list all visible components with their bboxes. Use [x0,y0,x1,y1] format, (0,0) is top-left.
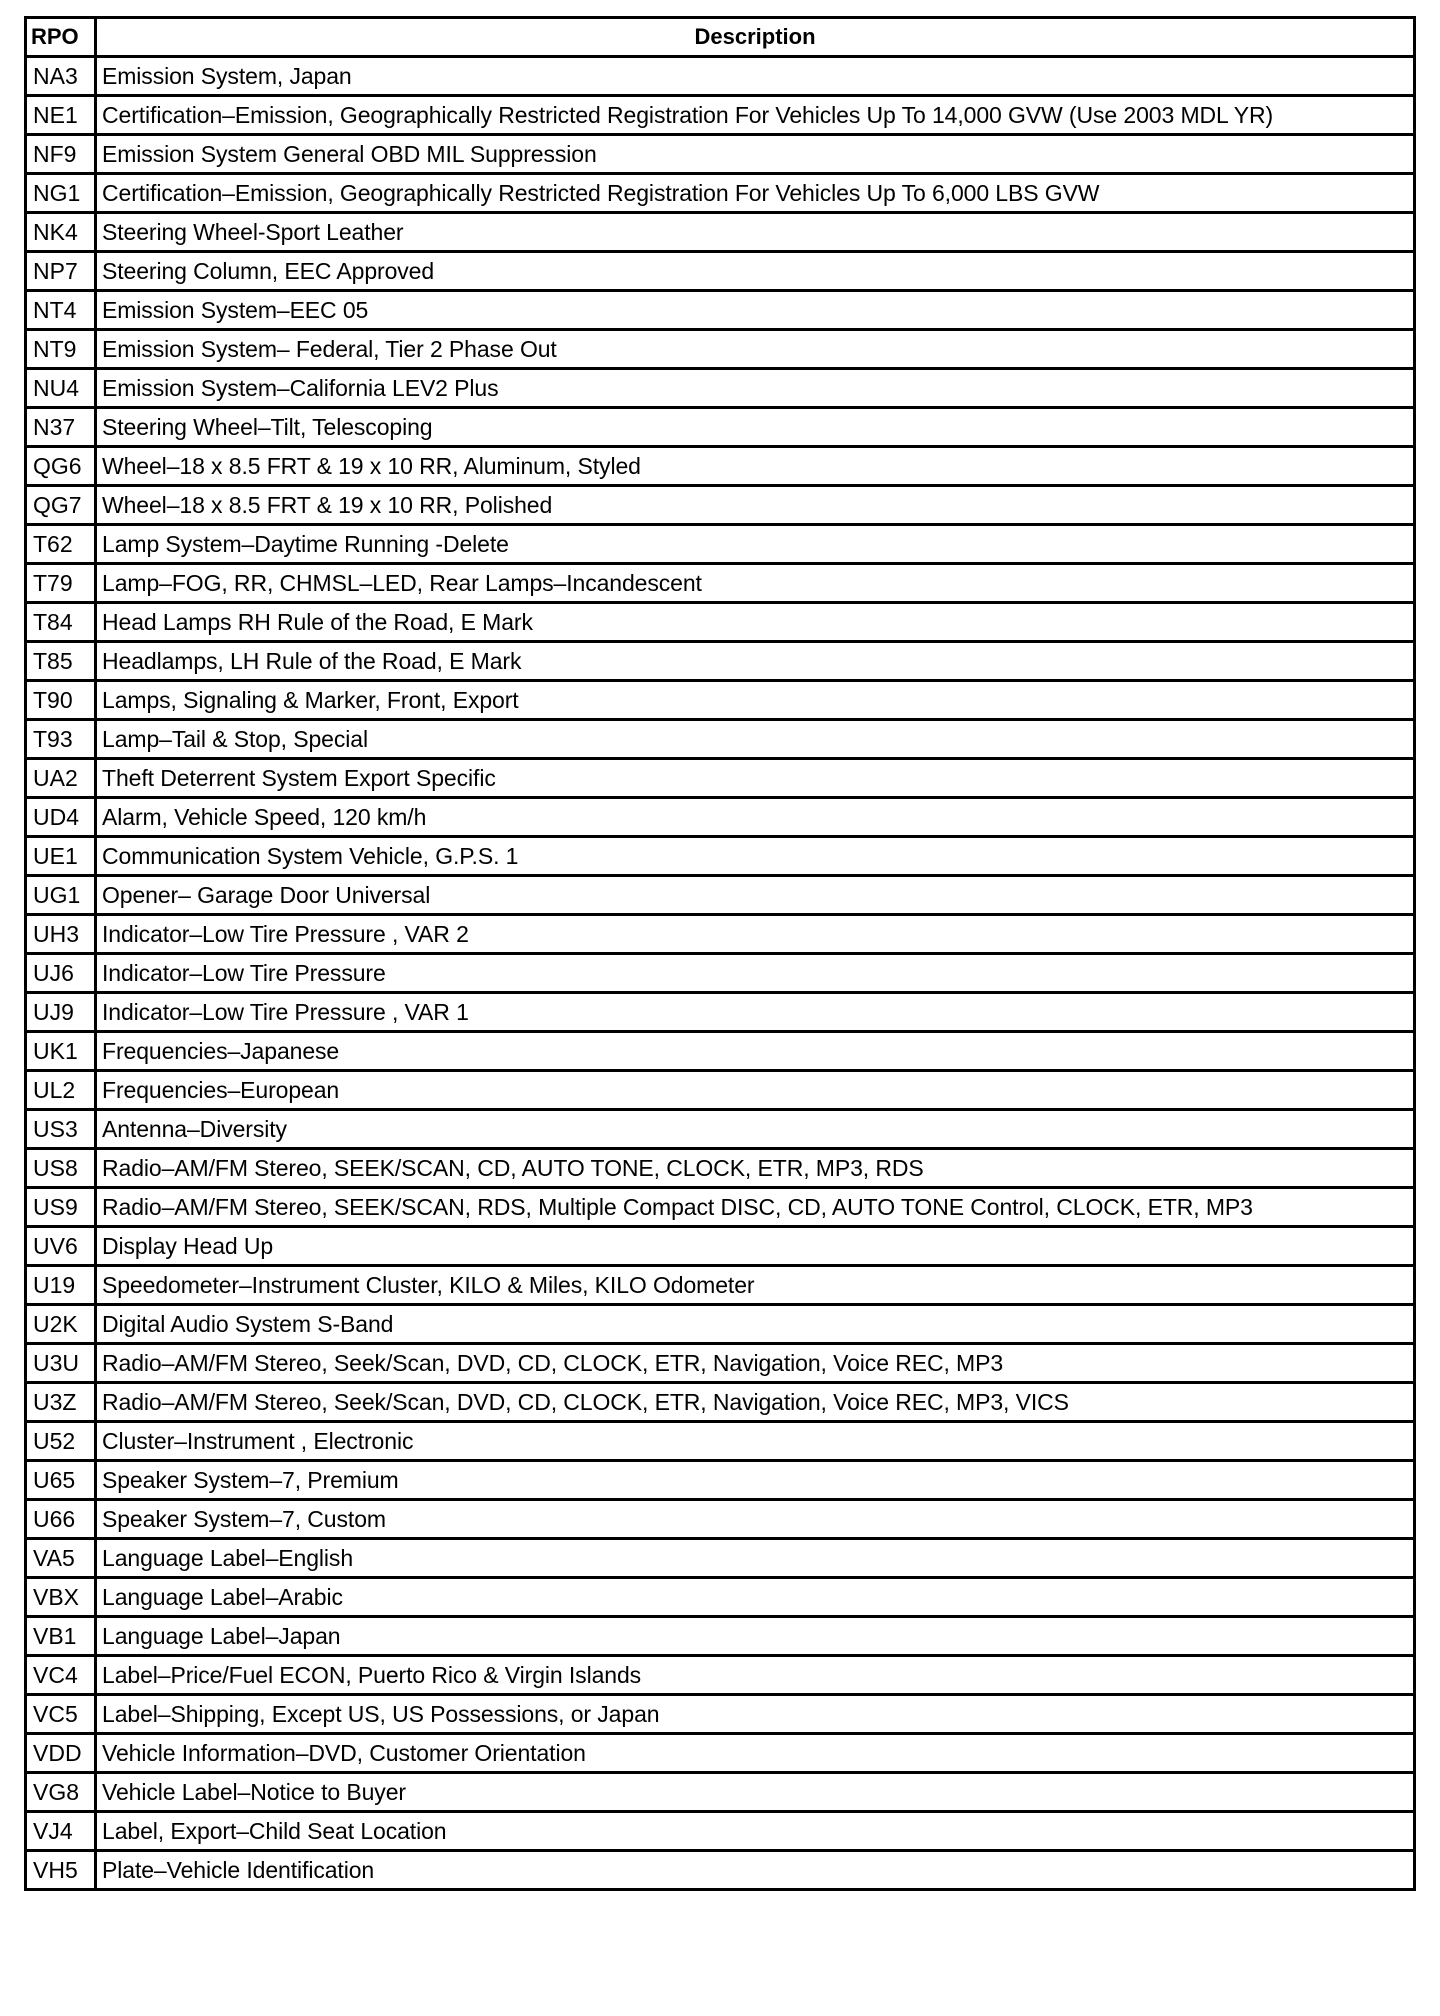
rpo-code-cell: T62 [26,525,96,564]
rpo-code-cell: VH5 [26,1851,96,1890]
table-row [26,330,1415,369]
rpo-code-cell: NT9 [26,330,96,369]
description-cell: Emission System, Japan [96,57,1415,96]
table-row [26,1461,1415,1500]
rpo-code-cell: U2K [26,1305,96,1344]
description-cell: Label, Export–Child Seat Location [96,1812,1415,1851]
table-row [26,96,1415,135]
rpo-code-cell: U66 [26,1500,96,1539]
table-row [26,447,1415,486]
rpo-code-cell: U52 [26,1422,96,1461]
description-cell: Antenna–Diversity [96,1110,1415,1149]
table-row [26,681,1415,720]
description-cell: Lamp System–Daytime Running -Delete [96,525,1415,564]
description-cell: Steering Wheel-Sport Leather [96,213,1415,252]
rpo-code-cell: NT4 [26,291,96,330]
description-cell: Indicator–Low Tire Pressure [96,954,1415,993]
rpo-code-cell: US9 [26,1188,96,1227]
table-header [26,18,1415,57]
description-cell: Language Label–English [96,1539,1415,1578]
description-cell: Certification–Emission, Geographically Restricted Registration For Vehicles Up To 6,000 LBS GVW [96,174,1415,213]
description-cell: Language Label–Japan [96,1617,1415,1656]
description-cell: Headlamps, LH Rule of the Road, E Mark [96,642,1415,681]
table-row [26,720,1415,759]
rpo-code-cell: UE1 [26,837,96,876]
description-cell: Certification–Emission, Geographically Restricted Registration For Vehicles Up To 14,000 GVW (Use 2003 MDL YR) [96,96,1415,135]
column-header-rpo: RPO [26,18,96,57]
rpo-table [24,16,1416,1891]
table-row [26,1812,1415,1851]
table-row [26,1149,1415,1188]
rpo-code-cell: U3Z [26,1383,96,1422]
table-row [26,759,1415,798]
description-cell: Label–Price/Fuel ECON, Puerto Rico & Virgin Islands [96,1656,1415,1695]
rpo-code-cell: T93 [26,720,96,759]
rpo-code-cell: NK4 [26,213,96,252]
table-row [26,1071,1415,1110]
rpo-code-cell: N37 [26,408,96,447]
description-cell: Radio–AM/FM Stereo, Seek/Scan, DVD, CD, CLOCK, ETR, Navigation, Voice REC, MP3, VICS [96,1383,1415,1422]
table-row [26,213,1415,252]
table-row [26,1851,1415,1890]
rpo-code-cell: VG8 [26,1773,96,1812]
rpo-code-cell: NE1 [26,96,96,135]
table-row [26,915,1415,954]
description-cell: Plate–Vehicle Identification [96,1851,1415,1890]
rpo-code-cell: QG6 [26,447,96,486]
rpo-code-cell: UD4 [26,798,96,837]
table-row [26,1422,1415,1461]
table-row [26,1500,1415,1539]
table-row [26,1110,1415,1149]
rpo-code-cell: VA5 [26,1539,96,1578]
rpo-code-cell: UK1 [26,1032,96,1071]
table-row [26,1227,1415,1266]
rpo-code-cell: NA3 [26,57,96,96]
table-row [26,1344,1415,1383]
description-cell: Vehicle Label–Notice to Buyer [96,1773,1415,1812]
table-row [26,525,1415,564]
rpo-code-cell: VJ4 [26,1812,96,1851]
table-row [26,1032,1415,1071]
table-row [26,1188,1415,1227]
rpo-code-cell: VB1 [26,1617,96,1656]
description-cell: Steering Column, EEC Approved [96,252,1415,291]
rpo-code-cell: UJ9 [26,993,96,1032]
description-cell: Radio–AM/FM Stereo, SEEK/SCAN, CD, AUTO TONE, CLOCK, ETR, MP3, RDS [96,1149,1415,1188]
description-cell: Theft Deterrent System Export Specific [96,759,1415,798]
description-cell: Digital Audio System S-Band [96,1305,1415,1344]
table-row [26,369,1415,408]
table-row [26,57,1415,96]
description-cell: Alarm, Vehicle Speed, 120 km/h [96,798,1415,837]
table-row [26,1383,1415,1422]
rpo-code-cell: NG1 [26,174,96,213]
table-row [26,1539,1415,1578]
description-cell: Display Head Up [96,1227,1415,1266]
description-cell: Emission System–California LEV2 Plus [96,369,1415,408]
description-cell: Radio–AM/FM Stereo, SEEK/SCAN, RDS, Multiple Compact DISC, CD, AUTO TONE Control, CLOCK, ETR, MP3 [96,1188,1415,1227]
header-row [26,18,1415,57]
rpo-code-cell: U19 [26,1266,96,1305]
table-row [26,1656,1415,1695]
table-body [26,57,1415,1890]
description-cell: Language Label–Arabic [96,1578,1415,1617]
table-row [26,993,1415,1032]
rpo-code-cell: T90 [26,681,96,720]
table-row [26,1734,1415,1773]
table-row [26,564,1415,603]
column-header-description: Description [96,18,1415,57]
description-cell: Speaker System–7, Custom [96,1500,1415,1539]
table-row [26,135,1415,174]
rpo-code-cell: UV6 [26,1227,96,1266]
rpo-code-cell: T85 [26,642,96,681]
table-row [26,837,1415,876]
rpo-code-cell: VDD [26,1734,96,1773]
table-row [26,876,1415,915]
table-row [26,1773,1415,1812]
description-cell: Wheel–18 x 8.5 FRT & 19 x 10 RR, Polished [96,486,1415,525]
description-cell: Indicator–Low Tire Pressure , VAR 1 [96,993,1415,1032]
description-cell: Lamp–FOG, RR, CHMSL–LED, Rear Lamps–Incandescent [96,564,1415,603]
description-cell: Lamps, Signaling & Marker, Front, Export [96,681,1415,720]
description-cell: Speedometer–Instrument Cluster, KILO & Miles, KILO Odometer [96,1266,1415,1305]
table-row [26,252,1415,291]
table-row [26,1617,1415,1656]
table-row [26,1305,1415,1344]
rpo-code-cell: US3 [26,1110,96,1149]
rpo-code-cell: VC5 [26,1695,96,1734]
description-cell: Opener– Garage Door Universal [96,876,1415,915]
table-row [26,408,1415,447]
table-row [26,642,1415,681]
rpo-code-cell: QG7 [26,486,96,525]
description-cell: Emission System–EEC 05 [96,291,1415,330]
table-row [26,954,1415,993]
description-cell: Wheel–18 x 8.5 FRT & 19 x 10 RR, Aluminum, Styled [96,447,1415,486]
table-row [26,174,1415,213]
rpo-code-cell: T79 [26,564,96,603]
table-row [26,291,1415,330]
table-row [26,1266,1415,1305]
description-cell: Speaker System–7, Premium [96,1461,1415,1500]
rpo-code-cell: T84 [26,603,96,642]
description-cell: Frequencies–European [96,1071,1415,1110]
table-row [26,1695,1415,1734]
description-cell: Steering Wheel–Tilt, Telescoping [96,408,1415,447]
rpo-code-cell: VC4 [26,1656,96,1695]
table-row [26,1578,1415,1617]
description-cell: Lamp–Tail & Stop, Special [96,720,1415,759]
rpo-code-cell: U3U [26,1344,96,1383]
description-cell: Radio–AM/FM Stereo, Seek/Scan, DVD, CD, CLOCK, ETR, Navigation, Voice REC, MP3 [96,1344,1415,1383]
table-row [26,486,1415,525]
description-cell: Vehicle Information–DVD, Customer Orientation [96,1734,1415,1773]
rpo-code-cell: UL2 [26,1071,96,1110]
rpo-code-cell: UH3 [26,915,96,954]
description-cell: Cluster–Instrument , Electronic [96,1422,1415,1461]
description-cell: Frequencies–Japanese [96,1032,1415,1071]
description-cell: Communication System Vehicle, G.P.S. 1 [96,837,1415,876]
rpo-code-cell: UG1 [26,876,96,915]
table-row [26,603,1415,642]
rpo-code-cell: UA2 [26,759,96,798]
description-cell: Label–Shipping, Except US, US Possessions, or Japan [96,1695,1415,1734]
rpo-code-cell: US8 [26,1149,96,1188]
table-row [26,798,1415,837]
rpo-code-cell: U65 [26,1461,96,1500]
description-cell: Indicator–Low Tire Pressure , VAR 2 [96,915,1415,954]
rpo-code-cell: NF9 [26,135,96,174]
rpo-code-cell: VBX [26,1578,96,1617]
description-cell: Emission System General OBD MIL Suppression [96,135,1415,174]
rpo-code-cell: NU4 [26,369,96,408]
description-cell: Head Lamps RH Rule of the Road, E Mark [96,603,1415,642]
rpo-code-cell: UJ6 [26,954,96,993]
description-cell: Emission System– Federal, Tier 2 Phase Out [96,330,1415,369]
rpo-code-cell: NP7 [26,252,96,291]
